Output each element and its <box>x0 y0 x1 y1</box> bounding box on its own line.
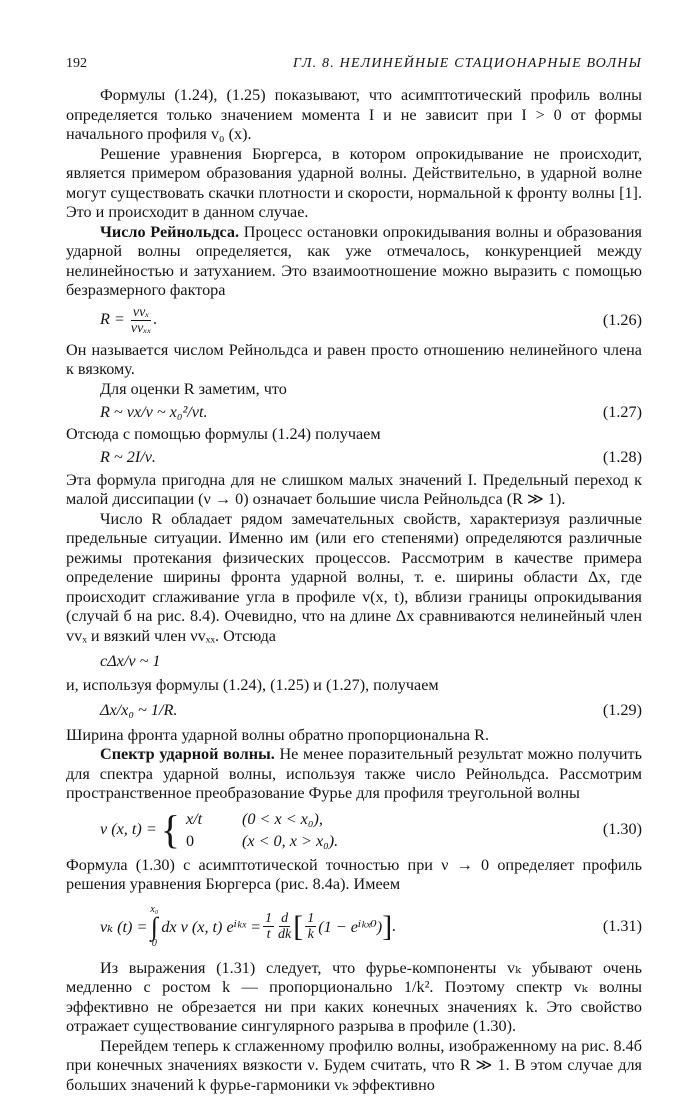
eq127-body: R ~ vx/ν ~ x₀²/νt. <box>100 402 208 421</box>
eq131-frac1-num: 1 <box>265 911 273 926</box>
eq130-cases <box>186 808 338 852</box>
eq130-row2-value: 0 <box>185 831 195 850</box>
eq128-body: R ~ 2I/ν. <box>100 448 156 466</box>
eq131-frac3-num: 1 <box>307 911 315 926</box>
equation-1-29 <box>66 696 642 726</box>
eq126-lhs: R = <box>100 310 125 329</box>
integral-sign: x₀ ∫ 0 <box>150 903 159 949</box>
page-number: 192 <box>66 56 87 71</box>
eq130-row1-cond: (0 < x < x₀), <box>241 809 323 828</box>
eq130-lhs: v (x, t) = <box>100 820 157 838</box>
equation-1-31: vₖ (t) = x₀ ∫ 0 dx v (x, t) eⁱᵏˣ = $\frac{1}{t}$ $\frac{d}{dk}$ [ $\frac{1}{k}$ (1 − eⁱᵏˣ⁰) ] . (1.31) <box>100 903 642 949</box>
paragraph-14: Перейдем теперь к сглаженному профилю волны, изображенному на рис. 8.4б при конечных значениях вязкости ν. Будем считать, что R ≫ 1. В этом случае для больших значений k фурье-гармоники vₖ эффективно <box>66 1036 642 1094</box>
eq126-numerator: vvₓ <box>132 305 150 320</box>
eq129-label: (1.29) <box>602 701 642 719</box>
eq127-label: (1.27) <box>602 402 642 421</box>
paragraph-13: Из выражения (1.31) следует, что фурье-компоненты vₖ убывают очень медленно с ростом k — пропорционально 1/k². Поэтому спектр vₖ волны эффективно не обрезается ни при каких конечных значениях k. Это свойство отражает существование сингулярного разрыва в профиле (1.30). <box>66 958 642 1035</box>
spectrum-text: Не менее поразительный результат можно получить для спектра ударной волны, используя также число Рейнольдса. Рассмотрим пространственное преобразование Фурье для профиля треугольной волны <box>66 745 642 802</box>
eq131-lower-limit: 0 <box>151 937 157 949</box>
equation-mid <box>66 646 642 676</box>
eq131-frac2-den: dk <box>278 927 292 942</box>
reynolds-text: Процесс остановки опрокидывания волны и образования ударной волны определяется, как уже отмечалось, конкуренцией между нелинейностью и затуханием. Это взаимоотношение можно выразить с помощью безразмерного фактора <box>66 222 642 299</box>
spectrum-heading: Спектр ударной волны. <box>100 745 275 763</box>
paragraph-10: Ширина фронта ударной волны обратно пропорциональна R. <box>66 725 489 744</box>
paragraph-reynolds <box>66 223 642 301</box>
page-header <box>66 56 642 72</box>
paragraph-1: Формулы (1.24), (1.25) показывают, что асимптотический профиль волны определяется только значением момента I и не зависит при I > 0 от формы начального профиля v₀ (x). <box>66 86 642 143</box>
eq131-label: (1.31) <box>602 917 642 935</box>
eq131-frac3-den: k <box>307 927 314 942</box>
paragraph-9: и, используя формулы (1.24), (1.25) и (1.27), получаем <box>66 676 439 694</box>
eq-mid-body: cΔx/ν ~ 1 <box>100 651 161 670</box>
paragraph-12: Формула (1.30) с асимптотической точностью при ν → 0 определяет профиль решения уравнения Бюргерса (рис. 8.4а). Имеем <box>66 855 642 893</box>
eq126-label: (1.26) <box>602 311 642 329</box>
paragraph-5: Для оценки R заметим, что <box>100 379 287 398</box>
eq128-label: (1.28) <box>602 448 642 466</box>
paragraph-4: Он называется числом Рейнольдса и равен просто отношению нелинейного члена к вязкому. <box>66 340 642 378</box>
paragraph-6: Отсюда с помощью формулы (1.24) получаем <box>66 425 381 443</box>
eq131-integrand: dx v (x, t) eⁱᵏˣ = <box>161 917 262 936</box>
eq131-frac1-den: t <box>266 927 271 942</box>
eq131-frac2-num: d <box>281 911 289 926</box>
eq131-tail: (1 − eⁱᵏˣ⁰) <box>318 917 383 936</box>
equation-1-26: R = $\frac{\text{vvₓ}}{\text{νvₓₓ}}$ . (1.26) <box>100 305 642 336</box>
paragraph-7: Эта формула пригодна для не слишком малых значений I. Предельный переход к малой диссипации (ν → 0) означает большие числа Рейнольдса (R ≫ 1). <box>66 470 642 508</box>
eq131-lhs: vₖ (t) = <box>100 917 148 936</box>
reynolds-heading: Число Рейнольдса. <box>100 222 240 241</box>
eq130-row2-cond: (x < 0, x > x₀). <box>241 831 339 850</box>
paragraph-8: Число R обладает рядом замечательных свойств, характеризуя различные предельные ситуации. Именно им (или его степенями) определяются различные режимы протекания физических процессов. Рассмотрим в качестве примера определение ширины фронта ударной волны, т. е. ширины области Δx, где происходит сглаживание угла в профиле v(x, t), вблизи границы опрокидывания (случай б на рис. 8.4). Очевидно, что на длине Δx сравниваются нелинейный член vvₓ и вязкий член νvₓₓ. Отсюда <box>66 509 642 645</box>
eq129-body: Δx/x₀ ~ 1/R. <box>100 701 178 719</box>
eq131-upper-limit: x₀ <box>150 903 159 915</box>
equation-1-28 <box>66 445 642 471</box>
eq130-row1-value: x/t <box>185 809 203 828</box>
equation-1-30: v (x, t) = { x/t (0 < x < x₀), 0 (x < 0, x > x₀). (1.30) <box>100 806 642 852</box>
eq130-label: (1.30) <box>602 820 642 838</box>
paragraph-2: Решение уравнения Бюргерса, в котором опрокидывание не происходит, является примером образования ударной волны. Действительно, в ударной волне могут существовать скачки плотности и скорости, нормальной к фронту волны [1]. Это и происходит в данном случае. <box>66 144 642 221</box>
running-title: ГЛ. 8. НЕЛИНЕЙНЫЕ СТАЦИОНАРНЫЕ ВОЛНЫ <box>292 56 642 71</box>
equation-1-27 <box>66 399 642 425</box>
paragraph-spectrum <box>66 745 642 804</box>
eq126-denominator: νvₓₓ <box>130 321 152 336</box>
